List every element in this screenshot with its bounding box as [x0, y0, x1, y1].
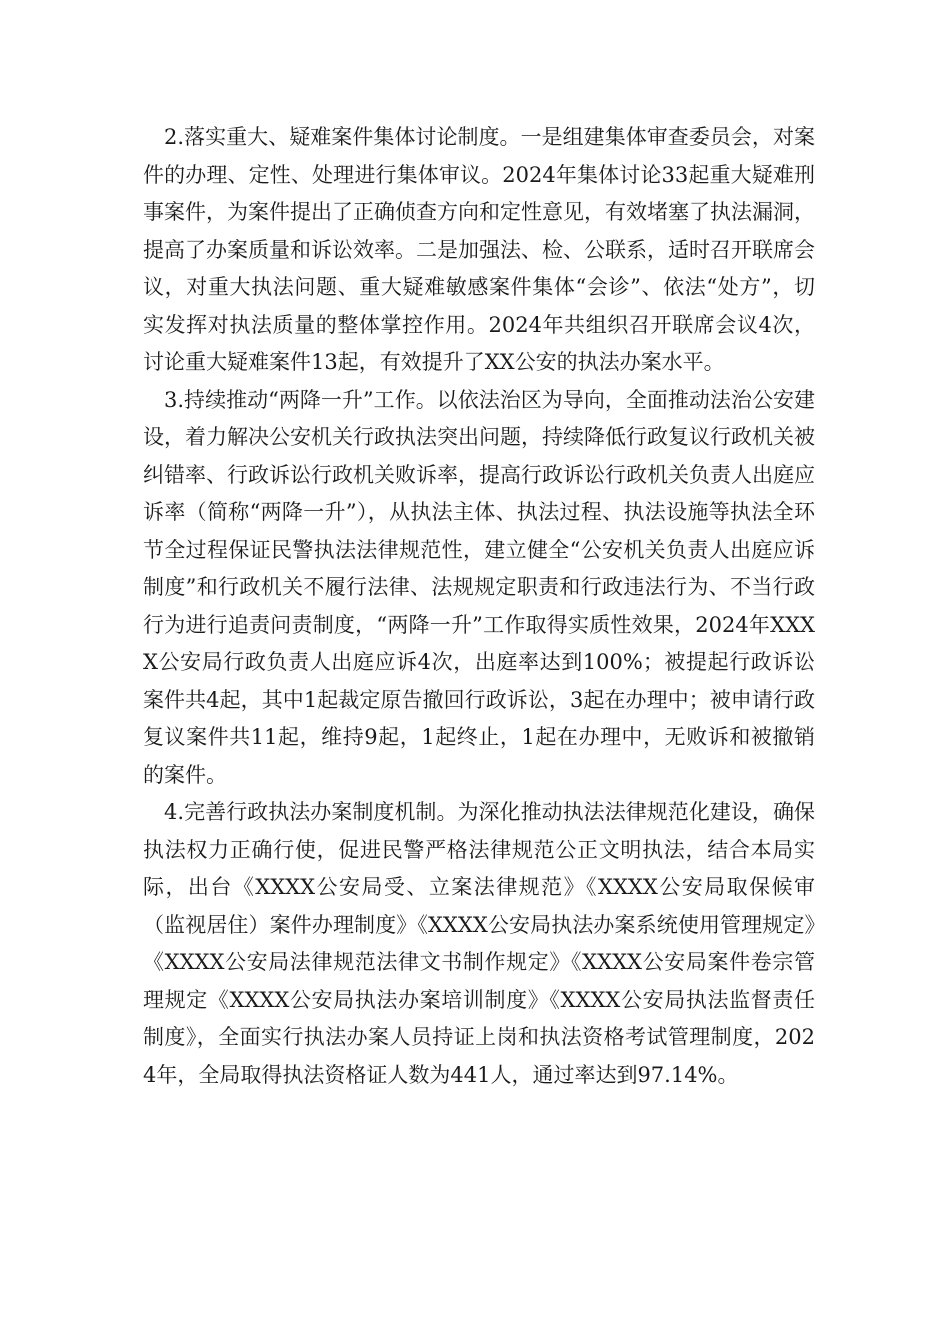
paragraph-two-down-one-up: 3.持续推动“两降一升”工作。以依法治区为导向，全面推动法治公安建设，着力解决公安机关行政执法突出问题，持续降低行政复议行政机关被纠错率、行政诉讼行政机关败诉率，提高行政诉讼行政机关负责人出庭应诉率（简称“两降一升”），从执法主体、执法过程、执法设施等执法全环节全过程保证民警执法法律规范性，建立健全“公安机关负责人出庭应诉制度”和行政机关不履行法律、法规规定职责和行政违法行为、不当行政行为进行追责问责制度，“两降一升”工作取得实质性效果，2024年XXXX公安局行政负责人出庭应诉4次，出庭率达到100%；被提起行政诉讼案件共4起，其中1起裁定原告撤回行政诉讼，3起在办理中；被申请行政复议案件共11起，维持9起，1起终止，1起在办理中，无败诉和被撤销的案件。	[143, 387, 815, 787]
document-body	[143, 119, 815, 1094]
paragraph-collective-discussion: 2.落实重大、疑难案件集体讨论制度。一是组建集体审查委员会，对案件的办理、定性、处理进行集体审议。2024年集体讨论33起重大疑难刑事案件，为案件提出了正确侦查方向和定性意见，有效堵塞了执法漏洞，提高了办案质量和诉讼效率。二是加强法、检、公联系，适时召开联席会议，对重大执法问题、重大疑难敏感案件集体“会诊”、依法“处方”，切实发挥对执法质量的整体掌控作用。2024年共组织召开联席会议4次，讨论重大疑难案件13起，有效提升了XX公安的执法办案水平。	[143, 125, 815, 374]
paragraph-administrative-system: 4.完善行政执法办案制度机制。为深化推动执法法律规范化建设，确保执法权力正确行使，促进民警严格法律规范公正文明执法，结合本局实际，出台《XXXX公安局受、立案法律规范》《XXXX公安局取保候审（监视居住）案件办理制度》《XXXX公安局执法办案系统使用管理规定》《XXXX公安局法律规范法律文书制作规定》《XXXX公安局案件卷宗管理规定《XXXX公安局执法办案培训制度》《XXXX公安局执法监督责任制度》，全面实行执法办案人员持证上岗和执法资格考试管理制度，2024年，全局取得执法资格证人数为441人，通过率达到97.14%。	[143, 800, 815, 1087]
